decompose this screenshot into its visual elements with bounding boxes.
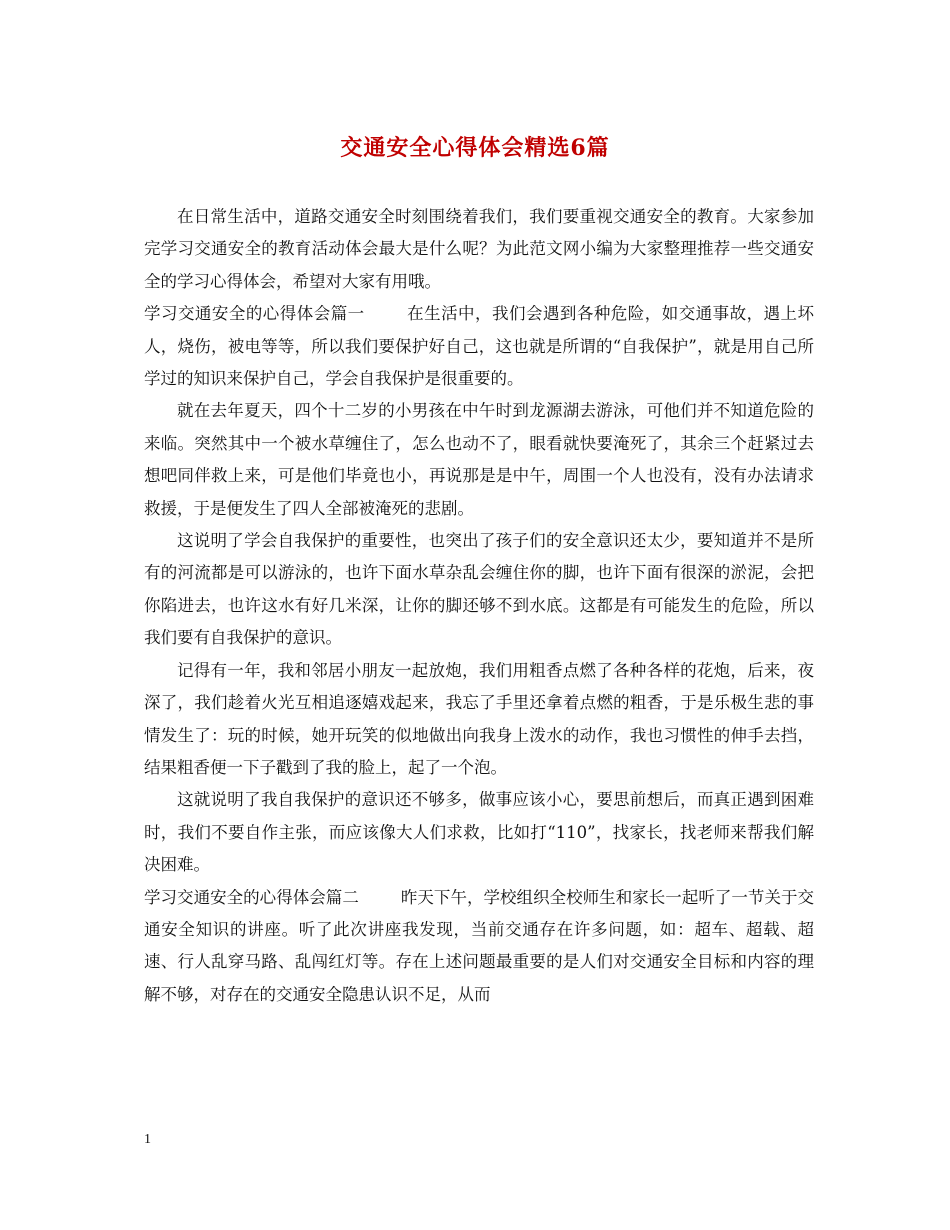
section-2-first-text: 昨天下午，学校组织全校师生和家长一起听了一节关于交通安全知识的讲座。听了此次讲座我发现，当前交通存在许多问题，如：超车、超载、超速、行人乱穿马路、乱闯红灯等。存在上述问题最重要的是人们对交通安全目标和内容的理解不够，对存在的交通安全隐患认识不足，从而	[144, 887, 815, 1004]
section-1-paragraph-2: 就在去年夏天，四个十二岁的小男孩在中午时到龙源湖去游泳，可他们并不知道危险的来临。突然其中一个被水草缠住了，怎么也动不了，眼看就快要淹死了，其余三个赶紧过去想吧同伴救上来，可是他们毕竟也小，再说那是是中午，周围一个人也没有，没有办法请求救援，于是便发生了四人全部被淹死的悲剧。	[144, 401, 814, 518]
document-title: 交通安全心得体会精选6篇	[340, 135, 610, 161]
section-2-paragraph	[144, 882, 814, 1012]
section-2-heading: 学习交通安全的心得体会篇二	[144, 887, 359, 907]
section-1-paragraph-4: 记得有一年，我和邻居小朋友一起放炮，我们用粗香点燃了各种各样的花炮，后来，夜深了，我们趁着火光互相追逐嬉戏起来，我忘了手里还拿着点燃的粗香，于是乐极生悲的事情发生了：玩的时候，她开玩笑的似地做出向我身上泼水的动作，我也习惯性的伸手去挡，结果粗香便一下子戳到了我的脸上，起了一个泡。	[144, 660, 814, 777]
section-1-paragraph	[144, 298, 814, 395]
section-1-heading: 学习交通安全的心得体会篇一	[144, 304, 365, 324]
document-body	[144, 201, 814, 1011]
page-number: 1	[144, 1132, 151, 1147]
section-1-paragraph-3: 这说明了学会自我保护的重要性，也突出了孩子们的安全意识还太少，要知道并不是所有的河流都是可以游泳的，也许下面水草杂乱会缠住你的脚，也许下面有很深的淤泥，会把你陷进去，也许这水有好几米深，让你的脚还够不到水底。这都是有可能发生的危险，所以我们要有自我保护的意识。	[144, 531, 814, 648]
section-1-first-text: 在生活中，我们会遇到各种危险，如交通事故，遇上坏人，烧伤，被电等等，所以我们要保护好自己，这也就是所谓的“自我保护”，就是用自己所学过的知识来保护自己，学会自我保护是很重要的。	[144, 304, 815, 389]
section-1-paragraph-5: 这就说明了我自我保护的意识还不够多，做事应该小心，要思前想后，而真正遇到困难时，我们不要自作主张，而应该像大人们求救，比如打“110”，找家长，找老师来帮我们解决困难。	[144, 790, 814, 875]
intro-paragraph: 在日常生活中，道路交通安全时刻围绕着我们，我们要重视交通安全的教育。大家参加完学习交通安全的教育活动体会最大是什么呢？为此范文网小编为大家整理推荐一些交通安全的学习心得体会，希望对大家有用哦。	[144, 207, 814, 291]
